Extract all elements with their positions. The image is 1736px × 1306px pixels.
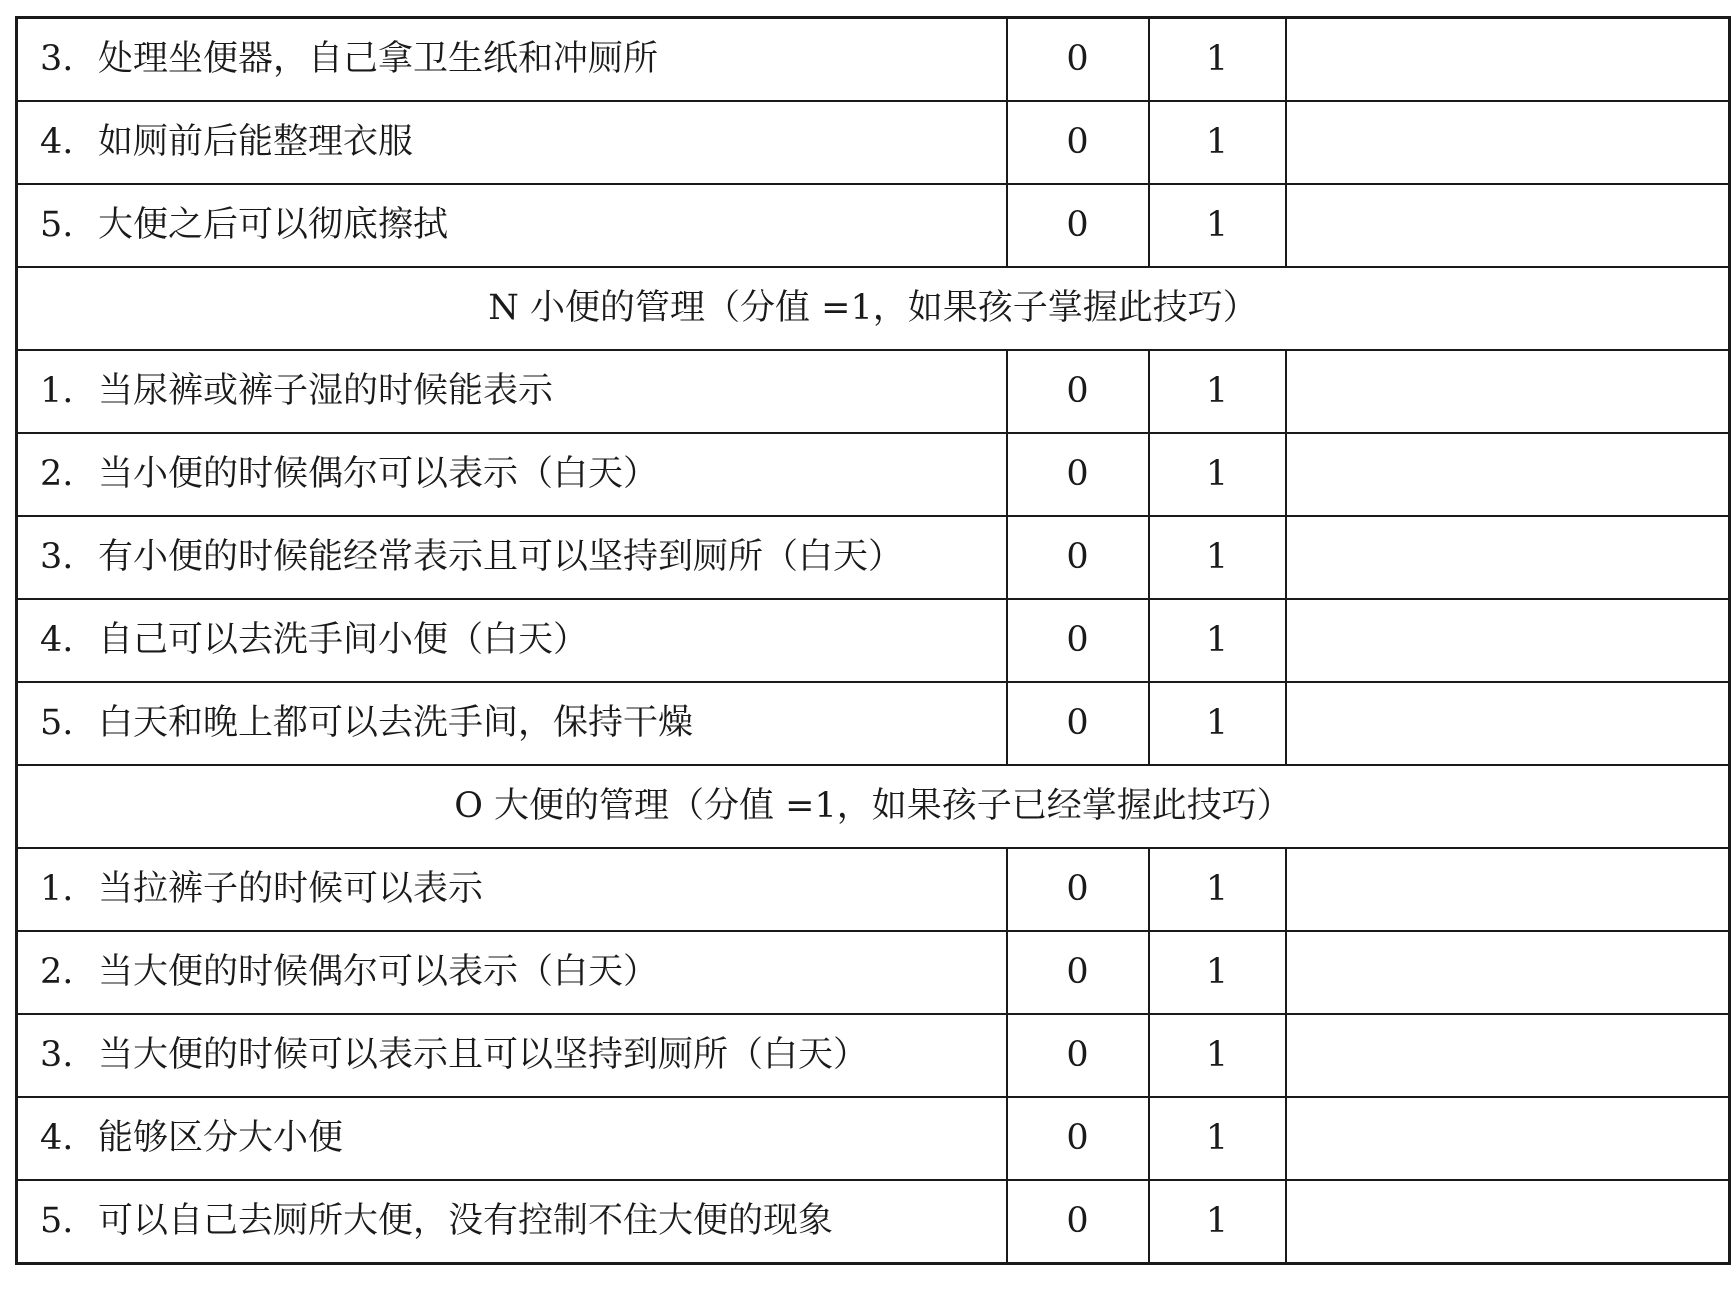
item-cell: [17, 1097, 1007, 1180]
item-text: 处理坐便器，自己拿卫生纸和冲厕所: [98, 39, 659, 79]
note-cell: [1286, 516, 1730, 599]
table-row: [17, 433, 1730, 516]
table-row: [17, 516, 1730, 599]
item-number: 1.: [40, 869, 74, 909]
item-number: 5.: [40, 703, 74, 743]
score-zero-cell: 0: [1007, 350, 1149, 433]
item-cell: [17, 931, 1007, 1014]
note-cell: [1286, 184, 1730, 267]
item-number: 2.: [40, 454, 74, 494]
item-cell: [17, 350, 1007, 433]
table-row: [17, 848, 1730, 931]
note-cell: [1286, 101, 1730, 184]
note-cell: [1286, 931, 1730, 1014]
table-row: [17, 101, 1730, 184]
table-row: [17, 931, 1730, 1014]
item-cell: [17, 184, 1007, 267]
score-one-cell: 1: [1149, 931, 1286, 1014]
item-text: 如厕前后能整理衣服: [98, 122, 414, 162]
item-cell: [17, 599, 1007, 682]
table-row: [17, 1180, 1730, 1264]
item-number: 5.: [40, 1201, 74, 1241]
score-one-cell: 1: [1149, 682, 1286, 765]
item-cell: [17, 18, 1007, 102]
item-text: 有小便的时候能经常表示且可以坚持到厕所（白天）: [98, 537, 904, 577]
score-one-cell: 1: [1149, 1097, 1286, 1180]
score-one-cell: 1: [1149, 101, 1286, 184]
item-number: 4.: [40, 1118, 74, 1158]
score-one-cell: 1: [1149, 1014, 1286, 1097]
note-cell: [1286, 350, 1730, 433]
item-cell: [17, 101, 1007, 184]
item-number: 5.: [40, 205, 74, 245]
item-cell: [17, 516, 1007, 599]
score-one-cell: 1: [1149, 599, 1286, 682]
table-row: [17, 599, 1730, 682]
note-cell: [1286, 433, 1730, 516]
assessment-page: [15, 16, 1728, 1265]
table-row: [17, 1014, 1730, 1097]
item-number: 3.: [40, 39, 74, 79]
item-number: 3.: [40, 537, 74, 577]
item-text: 白天和晚上都可以去洗手间，保持干燥: [98, 703, 694, 743]
item-cell: [17, 682, 1007, 765]
score-zero-cell: 0: [1007, 931, 1149, 1014]
score-zero-cell: 0: [1007, 516, 1149, 599]
item-text: 自己可以去洗手间小便（白天）: [98, 620, 589, 660]
score-zero-cell: 0: [1007, 18, 1149, 102]
item-text: 能够区分大小便: [98, 1118, 344, 1158]
assessment-table-body: [17, 18, 1730, 1264]
section-title: O 大便的管理（分值 =1，如果孩子已经掌握此技巧）: [17, 765, 1730, 848]
score-one-cell: 1: [1149, 433, 1286, 516]
score-one-cell: 1: [1149, 516, 1286, 599]
item-text: 当大便的时候可以表示且可以坚持到厕所（白天）: [98, 1035, 869, 1075]
note-cell: [1286, 848, 1730, 931]
score-zero-cell: 0: [1007, 599, 1149, 682]
score-zero-cell: 0: [1007, 682, 1149, 765]
item-text: 当小便的时候偶尔可以表示（白天）: [98, 454, 659, 494]
item-text: 当尿裤或裤子湿的时候能表示: [98, 371, 554, 411]
item-number: 4.: [40, 620, 74, 660]
item-cell: [17, 433, 1007, 516]
note-cell: [1286, 682, 1730, 765]
score-zero-cell: 0: [1007, 1180, 1149, 1264]
section-header-row: [17, 267, 1730, 350]
table-row: [17, 1097, 1730, 1180]
note-cell: [1286, 1014, 1730, 1097]
table-row: [17, 682, 1730, 765]
item-cell: [17, 1180, 1007, 1264]
note-cell: [1286, 1097, 1730, 1180]
score-zero-cell: 0: [1007, 1014, 1149, 1097]
item-text: 大便之后可以彻底擦拭: [98, 205, 449, 245]
note-cell: [1286, 1180, 1730, 1264]
score-zero-cell: 0: [1007, 1097, 1149, 1180]
table-row: [17, 18, 1730, 102]
item-number: 3.: [40, 1035, 74, 1075]
score-one-cell: 1: [1149, 18, 1286, 102]
assessment-table: [15, 16, 1731, 1265]
score-one-cell: 1: [1149, 1180, 1286, 1264]
score-zero-cell: 0: [1007, 433, 1149, 516]
table-row: [17, 350, 1730, 433]
item-text: 当拉裤子的时候可以表示: [98, 869, 484, 909]
note-cell: [1286, 18, 1730, 102]
item-cell: [17, 848, 1007, 931]
score-zero-cell: 0: [1007, 101, 1149, 184]
section-title: N 小便的管理（分值 =1，如果孩子掌握此技巧）: [17, 267, 1730, 350]
item-number: 2.: [40, 952, 74, 992]
note-cell: [1286, 599, 1730, 682]
section-header-row: [17, 765, 1730, 848]
item-text: 当大便的时候偶尔可以表示（白天）: [98, 952, 659, 992]
item-number: 1.: [40, 371, 74, 411]
item-text: 可以自己去厕所大便，没有控制不住大便的现象: [98, 1201, 834, 1241]
score-zero-cell: 0: [1007, 848, 1149, 931]
item-number: 4.: [40, 122, 74, 162]
score-zero-cell: 0: [1007, 184, 1149, 267]
score-one-cell: 1: [1149, 848, 1286, 931]
table-row: [17, 184, 1730, 267]
item-cell: [17, 1014, 1007, 1097]
score-one-cell: 1: [1149, 350, 1286, 433]
score-one-cell: 1: [1149, 184, 1286, 267]
